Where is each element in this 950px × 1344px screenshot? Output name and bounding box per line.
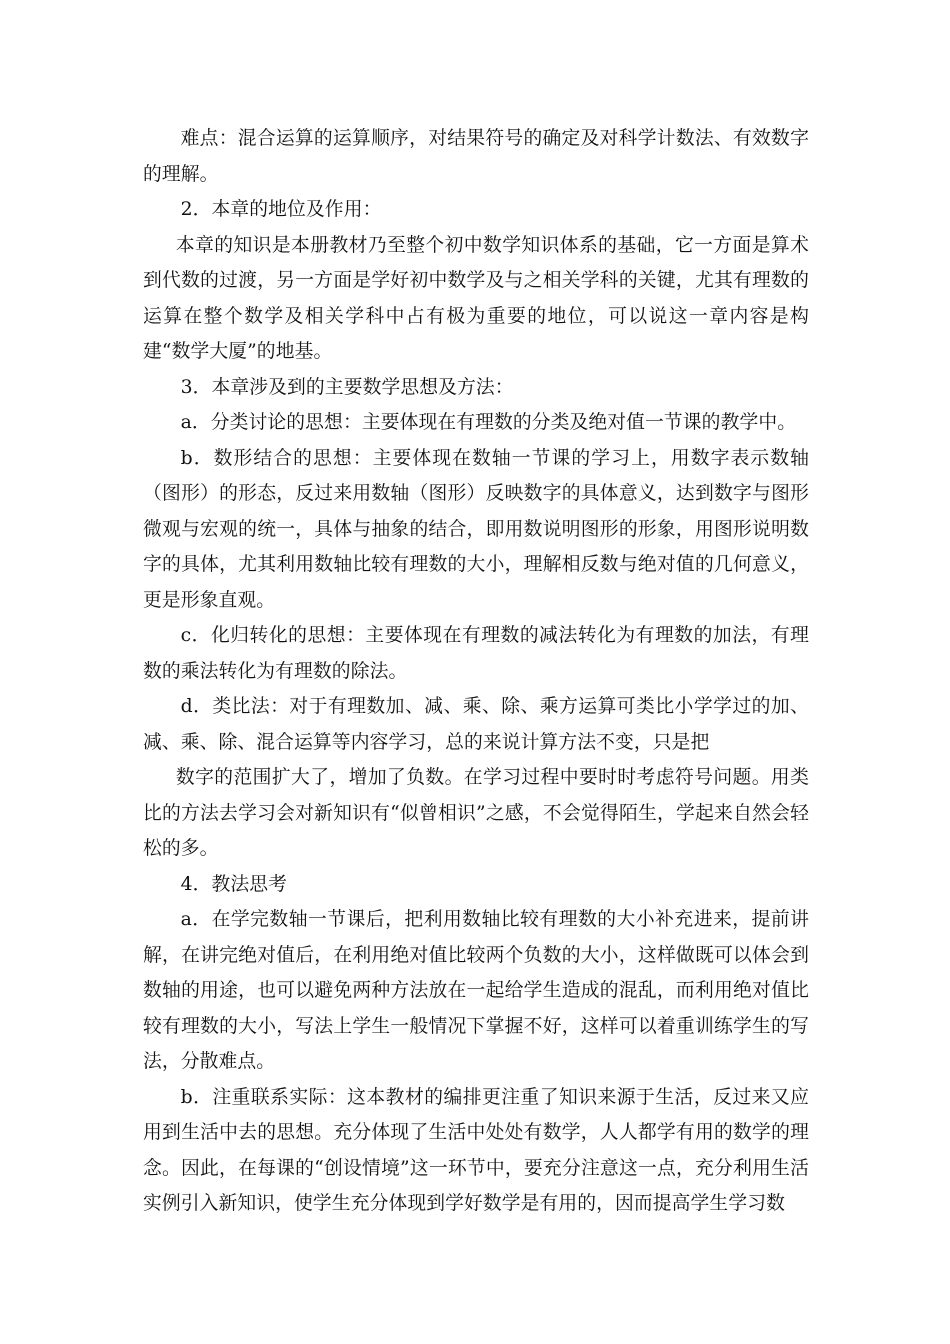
- paragraph-difficulties: 难点：混合运算的运算顺序，对结果符号的确定及对科学计数法、有效数字的理解。: [143, 128, 809, 185]
- paragraph-number-shape: b．数形结合的思想：主要体现在数轴一节课的学习上，用数字表示数轴（图形）的形态，反过来用数轴（图形）反映数字的具体意义，达到数字与图形微观与宏观的统一，具体与抽象的结合，即用数说明图形的形象，用图形说明数字的具体，尤其利用数轴比较有理数的大小，理解相反数与绝对值的几何意义，更是形象直观。: [143, 447, 809, 611]
- paragraph-transformation: c．化归转化的思想：主要体现在有理数的减法转化为有理数的加法，有理数的乘法转化为有理数的除法。: [143, 625, 809, 682]
- heading-teaching-method: 4．教法思考: [180, 873, 288, 895]
- paragraph-analogy: d．类比法：对于有理数加、减、乘、除、乘方运算可类比小学学过的加、减、乘、除、混合运算等内容学习，总的来说计算方法不变，只是把: [143, 696, 809, 753]
- heading-math-thinking: 3．本章涉及到的主要数学思想及方法：: [180, 376, 514, 398]
- paragraph-classification: a．分类讨论的思想：主要体现在有理数的分类及绝对值一节课的教学中。: [180, 412, 797, 433]
- document-body: [143, 121, 809, 1222]
- paragraph-method-a: a．在学完数轴一节课后，把利用数轴比较有理数的大小补充进来，提前讲解，在讲完绝对值后，在利用绝对值比较两个负数的大小，这样做既可以体会到数轴的用途，也可以避免两种方法放在一起给学生造成的混乱，而利用绝对值比较有理数的大小，写法上学生一般情况下掌握不好，这样可以着重训练学生的写法，分散难点。: [143, 909, 809, 1072]
- paragraph-analogy-continued: 数字的范围扩大了，增加了负数。在学习过程中要时时考虑符号问题。用类比的方法去学习会对新知识有“似曾相识”之感，不会觉得陌生，学起来自然会轻松的多。: [143, 767, 809, 859]
- paragraph-method-b: b．注重联系实际：这本教材的编排更注重了知识来源于生活，反过来又应用到生活中去的思想。充分体现了生活中处处有数学，人人都学有用的数学的理念。因此，在每课的“创设情境”这一环节中，要充分注意这一点，充分利用生活实例引入新知识，使学生充分体现到学好数学是有用的，因而提高学生学习数: [143, 1086, 809, 1214]
- paragraph-chapter-role: 本章的知识是本册教材乃至整个初中数学知识体系的基础，它一方面是算术到代数的过渡，另一方面是学好初中数学及与之相关学科的关键，尤其有理数的运算在整个数学及相关学科中占有极为重要的地位，可以说这一章内容是构建“数学大厦”的地基。: [143, 234, 809, 362]
- heading-chapter-role: 2．本章的地位及作用：: [180, 199, 382, 220]
